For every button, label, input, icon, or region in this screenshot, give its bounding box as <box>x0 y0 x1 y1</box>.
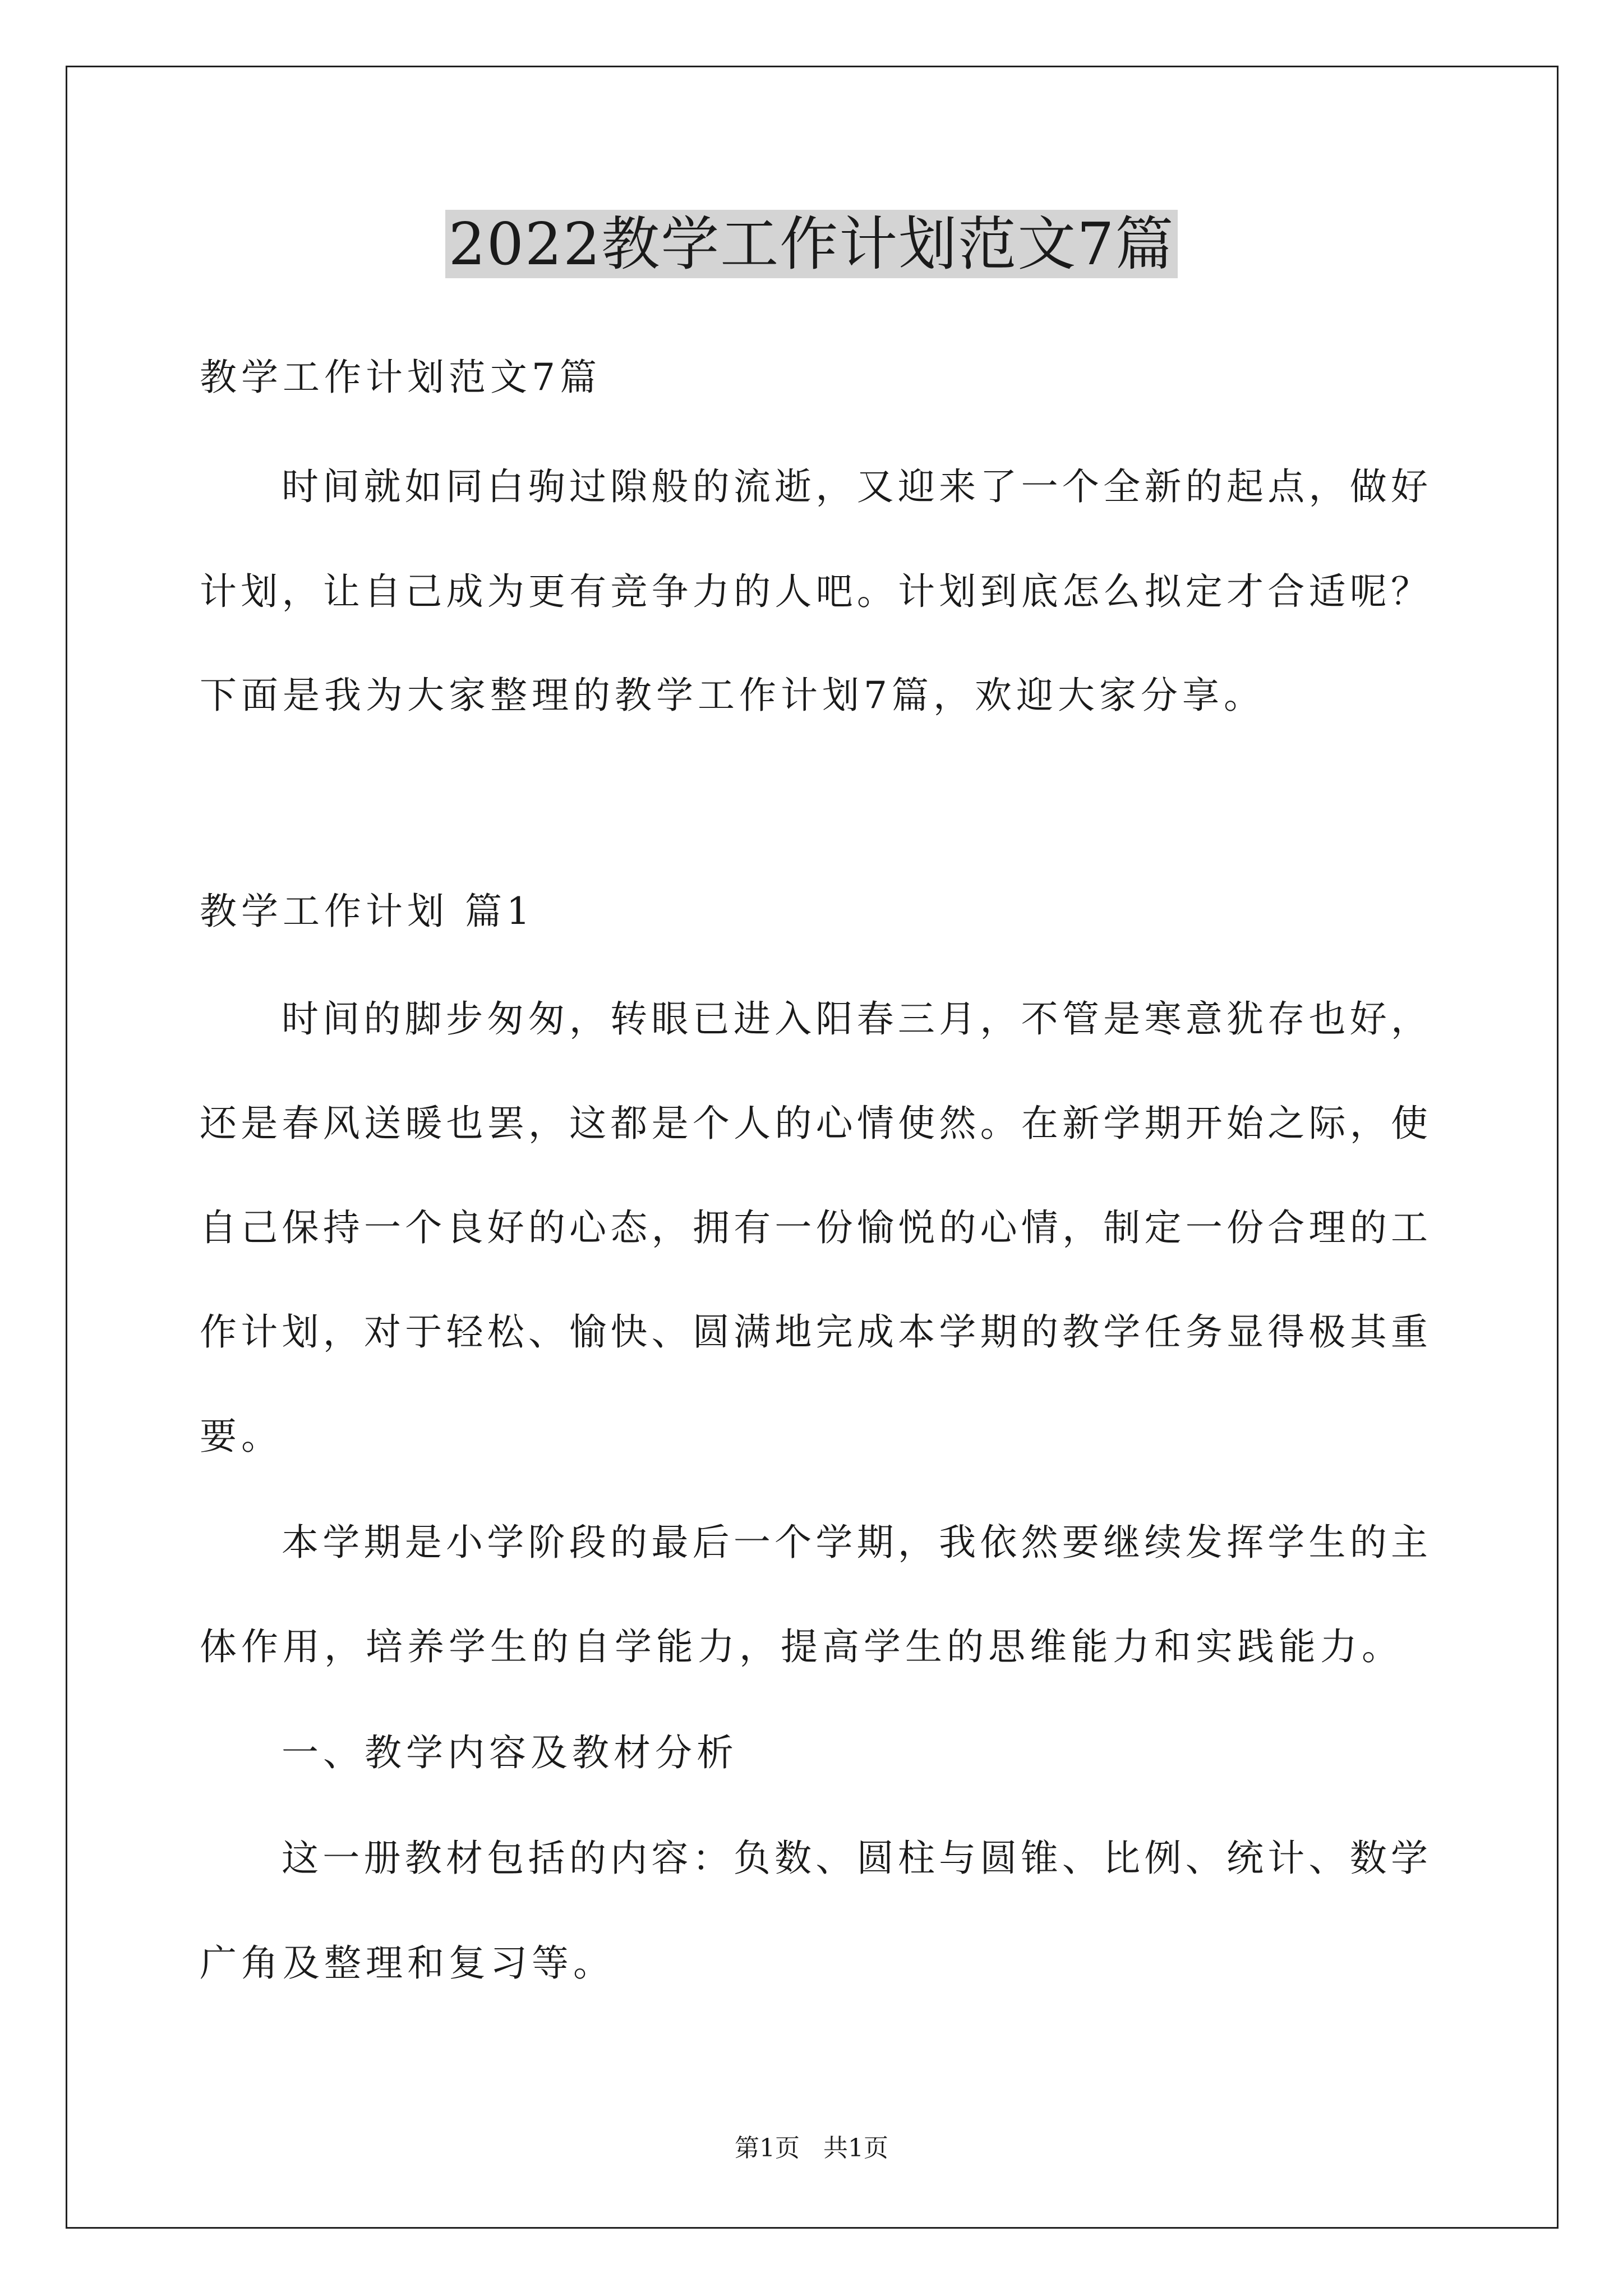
document-title <box>0 205 1623 283</box>
para1-line-2: 还是春风送暖也罢，这都是个人的心情使然。在新学期开始之际，使 <box>200 1102 1428 1145</box>
para1-line-5: 要。 <box>200 1415 283 1458</box>
item-heading: 一、教学内容及教材分析 <box>282 1731 738 1774</box>
para3-line-2: 广角及整理和复习等。 <box>200 1941 615 1985</box>
section-heading: 教学工作计划 篇1 <box>200 890 534 933</box>
para1-line-1: 时间的脚步匆匆，转眼已进入阳春三月，不管是寒意犹存也好， <box>282 997 1428 1041</box>
para3-line-1: 这一册教材包括的内容：负数、圆柱与圆锥、比例、统计、数学 <box>282 1837 1428 1880</box>
intro-line-3: 下面是我为大家整理的教学工作计划7篇，欢迎大家分享。 <box>200 674 1265 717</box>
subtitle: 教学工作计划范文7篇 <box>200 356 601 399</box>
page-footer: 第1页 共1页 <box>735 2134 888 2162</box>
para1-line-3: 自己保持一个良好的心态，拥有一份愉悦的心情，制定一份合理的工 <box>200 1206 1428 1249</box>
para1-line-4: 作计划，对于轻松、愉快、圆满地完成本学期的教学任务显得极其重 <box>200 1310 1428 1354</box>
para2-line-1: 本学期是小学阶段的最后一个学期，我依然要继续发挥学生的主 <box>282 1521 1428 1564</box>
intro-line-2: 计划，让自己成为更有竞争力的人吧。计划到底怎么拟定才合适呢？ <box>200 570 1428 613</box>
intro-line-1: 时间就如同白驹过隙般的流逝，又迎来了一个全新的起点，做好 <box>282 465 1428 508</box>
document-title-text: 2022教学工作计划范文7篇 <box>445 210 1178 278</box>
para2-line-2: 体作用，培养学生的自学能力，提高学生的思维能力和实践能力。 <box>200 1625 1403 1668</box>
